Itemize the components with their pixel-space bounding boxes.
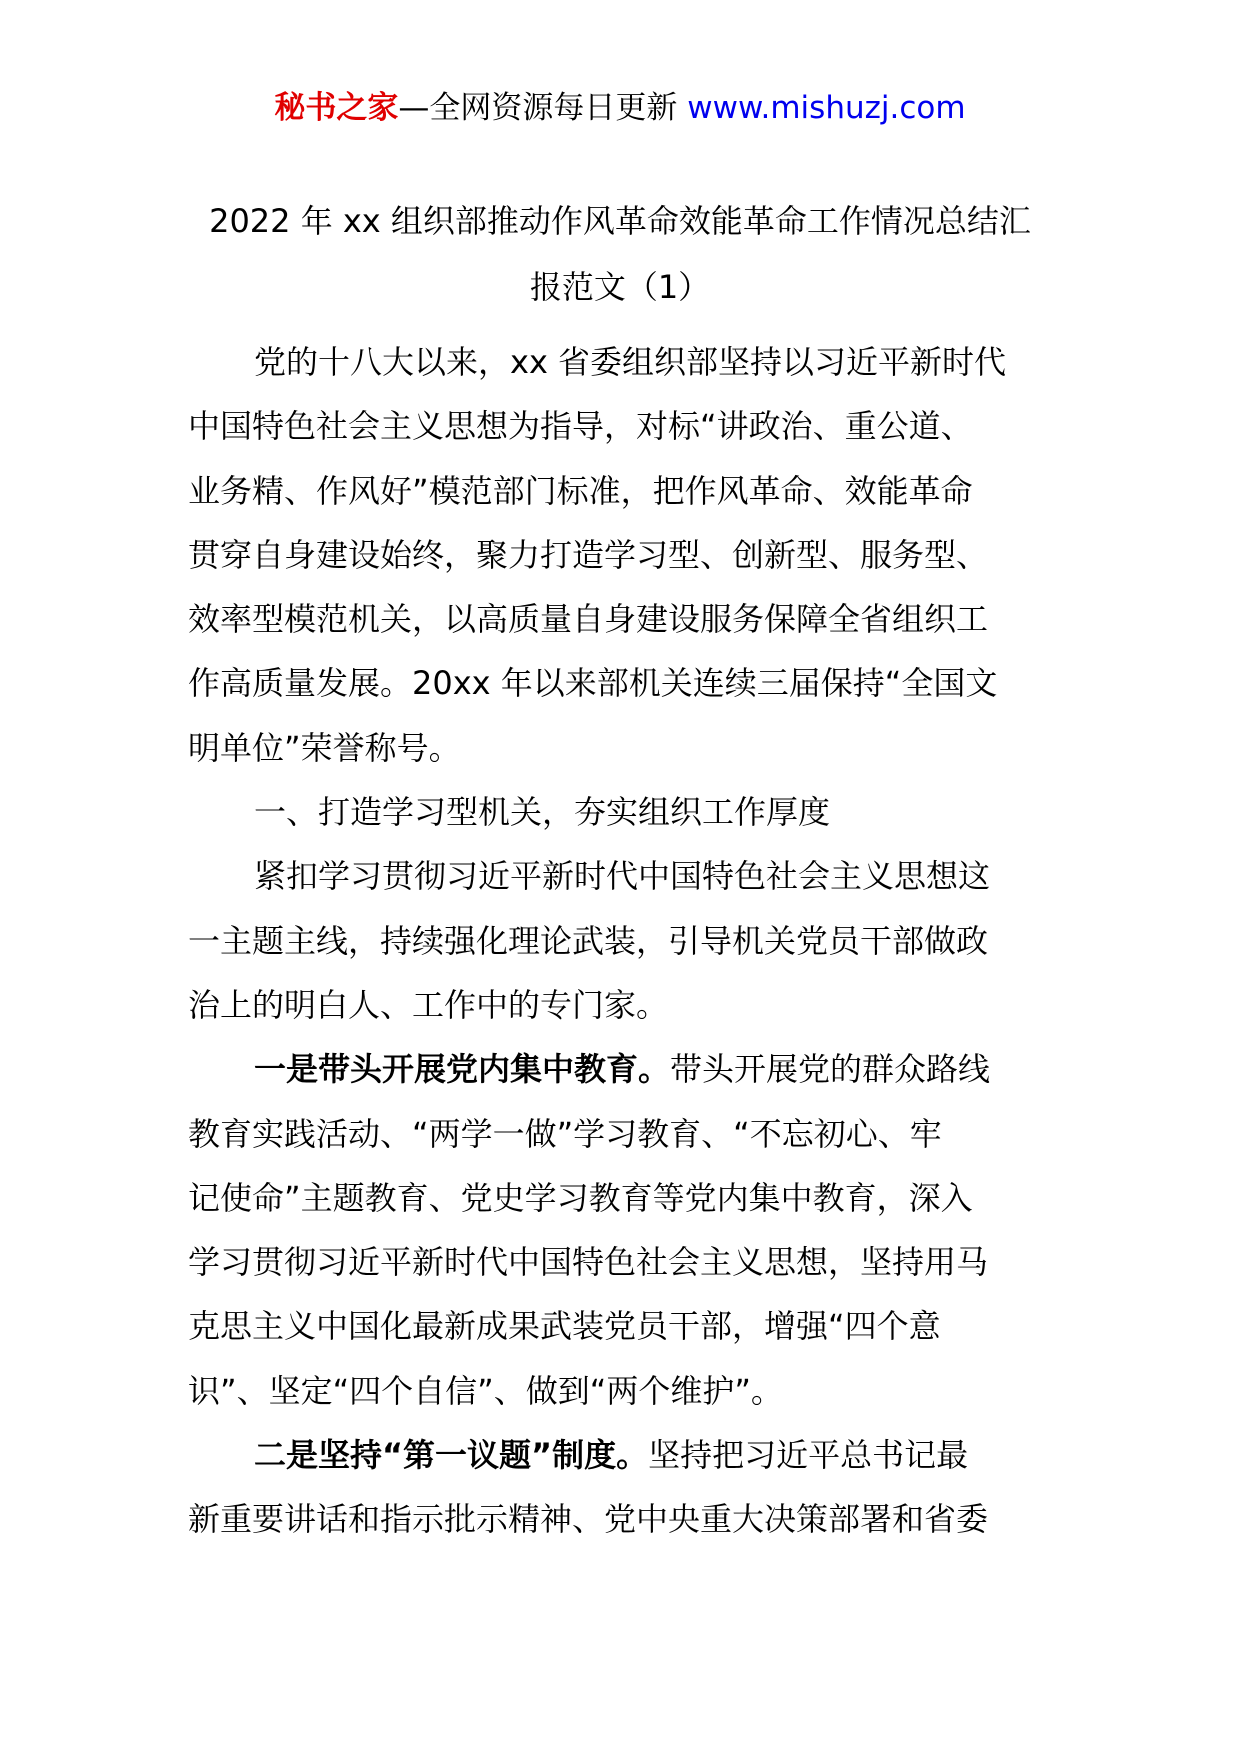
body-line: 贯穿自身建设始终，聚力打造学习型、创新型、服务型、: [188, 535, 989, 574]
brand-name: 秘书之家: [274, 90, 399, 126]
paragraph-1-first-line: [188, 1037, 1048, 1101]
body-line: 作高质量发展。20xx 年以来部机关连续三届保持“全国文: [188, 664, 998, 703]
body-line: 效率型模范机关，以高质量自身建设服务保障全省组织工: [188, 600, 989, 639]
body-line: 一主题主线，持续强化理论武装，引导机关党员干部做政: [188, 921, 989, 960]
body-line: 治上的明白人、工作中的专门家。: [188, 985, 669, 1024]
body-line: 中国特色社会主义思想为指导，对标“讲政治、重公道、: [188, 407, 973, 446]
paragraph-1-lead-rest: 带头开展党的群众路线: [670, 1050, 991, 1089]
body-line: 学习贯彻习近平新时代中国特色社会主义思想，坚持用马: [188, 1243, 989, 1282]
body-line: 新重要讲话和指示批示精神、党中央重大决策部署和省委: [188, 1500, 989, 1539]
site-header: [0, 86, 1240, 130]
body-line: 明单位”荣誉称号。: [188, 728, 461, 767]
header-tagline: —全网资源每日更新: [398, 90, 688, 126]
site-url-link[interactable]: www.mishuzj.com: [687, 90, 966, 126]
paragraph-2-lead: 二是坚持“第一议题”制度。: [254, 1436, 649, 1475]
body-line: 业务精、作风好”模范部门标准，把作风革命、效能革命: [188, 471, 973, 510]
body-line: 记使命”主题教育、党史学习教育等党内集中教育，深入: [188, 1178, 973, 1217]
document-body: [188, 330, 1048, 1552]
body-line: 党的十八大以来，xx 省委组织部坚持以习近平新时代: [254, 343, 1007, 381]
document-title: [180, 188, 1060, 320]
paragraph-1-lead: 一是带头开展党内集中教育。: [254, 1050, 671, 1089]
body-line: 教育实践活动、“两学一做”学习教育、“不忘初心、牢: [188, 1114, 942, 1153]
paragraph-2-first-line: [188, 1423, 1048, 1487]
paragraph-2-lead-rest: 坚持把习近平总书记最: [648, 1436, 969, 1475]
body-line: 克思主义中国化最新成果武装党员干部，增强“四个意: [188, 1307, 941, 1346]
body-line: 识”、坚定“四个自信”、做到“两个维护”。: [188, 1371, 783, 1410]
title-line-2: 报范文（1）: [529, 268, 711, 306]
body-line: 紧扣学习贯彻习近平新时代中国特色社会主义思想这: [254, 857, 991, 896]
title-line-1: 2022 年 xx 组织部推动作风革命效能革命工作情况总结汇: [209, 202, 1031, 240]
section-heading: 一、打造学习型机关，夯实组织工作厚度: [254, 793, 831, 832]
